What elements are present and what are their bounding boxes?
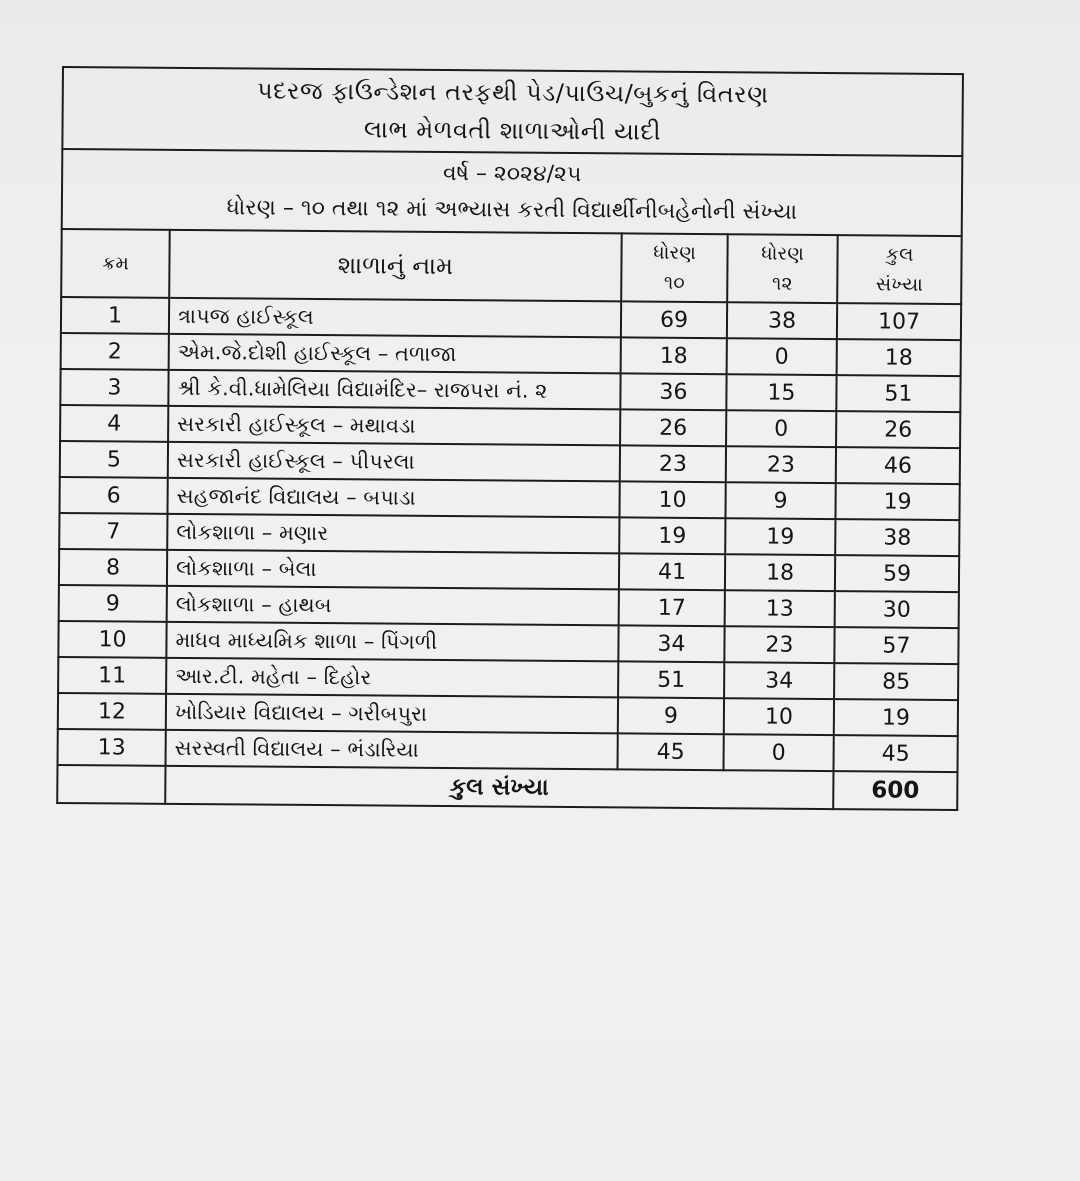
- document-subtitle: લાભ મેળવતી શાળાઓની યાદી: [363, 115, 662, 146]
- serial-header: ક્રમ: [61, 229, 170, 298]
- document-title-block: [62, 67, 963, 156]
- row-serial: 7: [59, 513, 167, 550]
- row-serial: 10: [58, 621, 166, 658]
- row-total-count: 57: [834, 627, 958, 664]
- row-serial: 2: [61, 333, 169, 370]
- row-school-name: આર.ટી. મહેતા – દિહોર: [166, 658, 618, 698]
- row-std12-count: 23: [724, 626, 834, 663]
- row-total-count: 107: [837, 303, 961, 340]
- grand-total-row: [57, 765, 957, 810]
- row-std10-count: 26: [620, 409, 726, 446]
- row-school-name: લોકશાળા – હાથબ: [167, 586, 619, 626]
- row-total-count: 38: [835, 519, 959, 556]
- row-serial: 3: [60, 369, 168, 406]
- row-serial: 13: [58, 729, 166, 766]
- row-school-name: એમ.જે.દોશી હાઈસ્કૂલ – તળાજા: [169, 334, 621, 374]
- row-total-count: 45: [833, 735, 957, 772]
- row-school-name: લોકશાળા – મણાર: [167, 514, 619, 554]
- table-header-row: [61, 229, 962, 304]
- row-school-name: સરકારી હાઈસ્કૂલ – પીપરલા: [168, 442, 620, 482]
- row-std10-count: 69: [621, 301, 727, 338]
- row-total-count: 46: [836, 447, 960, 484]
- total-label: કુલ સંખ્યા: [165, 766, 833, 809]
- row-std12-count: 0: [727, 338, 837, 375]
- row-std12-count: 9: [725, 482, 835, 519]
- row-school-name: ત્રાપજ હાઈસ્કૂલ: [169, 298, 621, 338]
- beneficiary-schools-table: [56, 66, 964, 811]
- total-row-blank: [57, 765, 165, 804]
- row-total-count: 18: [837, 339, 961, 376]
- row-std10-count: 36: [620, 373, 726, 410]
- row-total-count: 19: [834, 699, 958, 736]
- row-school-name: ખોડિયાર વિદ્યાલય – ગરીબપુરા: [166, 694, 618, 734]
- row-total-count: 51: [836, 375, 960, 412]
- row-std12-count: 19: [725, 518, 835, 555]
- row-std10-count: 17: [619, 589, 725, 626]
- row-serial: 11: [58, 657, 166, 694]
- document-title: પદરજ ફાઉન્ડેશન તરફથી પેડ/પાઉચ/બુકનું વિતરણ: [256, 76, 769, 109]
- row-std12-count: 23: [726, 446, 836, 483]
- row-std10-count: 34: [618, 625, 724, 662]
- row-total-count: 59: [835, 555, 959, 592]
- row-std10-count: 51: [618, 661, 724, 698]
- std10-header: ધોરણ ૧૦: [621, 233, 728, 302]
- total-header: કુલ સંખ્યા: [837, 235, 962, 304]
- row-serial: 5: [60, 441, 168, 478]
- row-serial: 9: [59, 585, 167, 622]
- row-serial: 1: [61, 297, 169, 334]
- year-info-block: [62, 149, 963, 236]
- row-std12-count: 0: [726, 410, 836, 447]
- row-std10-count: 45: [617, 733, 723, 770]
- row-school-name: માધવ માધ્યમિક શાળા – પિંગળી: [166, 622, 618, 662]
- school-name-header: શાળાનું નામ: [169, 230, 622, 302]
- row-std12-count: 18: [725, 554, 835, 591]
- row-std10-count: 18: [621, 337, 727, 374]
- row-std12-count: 13: [725, 590, 835, 627]
- row-std10-count: 19: [619, 517, 725, 554]
- row-school-name: સરકારી હાઈસ્કૂલ – મથાવડા: [168, 406, 620, 446]
- year-line: વર્ષ – ૨૦૨૪/૨૫: [442, 160, 582, 188]
- row-total-count: 30: [835, 591, 959, 628]
- row-std10-count: 41: [619, 553, 725, 590]
- row-std10-count: 23: [620, 445, 726, 482]
- standard-info-line: ધોરણ – ૧૦ તથા ૧૨ માં અભ્યાસ કરતી વિદ્યાર્થીનીબહેનોની સંખ્યા: [226, 195, 798, 225]
- row-school-name: સરસ્વતી વિદ્યાલય – ભંડારિયા: [166, 730, 618, 770]
- row-serial: 4: [60, 405, 168, 442]
- row-std12-count: 10: [724, 698, 834, 735]
- row-std10-count: 10: [619, 481, 725, 518]
- row-std12-count: 15: [726, 374, 836, 411]
- row-std12-count: 34: [724, 662, 834, 699]
- row-std10-count: 9: [618, 697, 724, 734]
- row-total-count: 19: [835, 483, 959, 520]
- grand-total-value: 600: [833, 771, 957, 810]
- row-serial: 6: [59, 477, 167, 514]
- row-school-name: લોકશાળા – બેલા: [167, 550, 619, 590]
- row-school-name: શ્રી કે.વી.ધામેલિયા વિદ્યામંદિર– રાજપરા નં. ૨: [168, 370, 620, 410]
- row-total-count: 26: [836, 411, 960, 448]
- row-school-name: સહજાનંદ વિદ્યાલય – બપાડા: [167, 478, 619, 518]
- std12-header: ધોરણ ૧૨: [727, 234, 838, 303]
- row-serial: 8: [59, 549, 167, 586]
- row-std12-count: 0: [723, 734, 833, 771]
- row-total-count: 85: [834, 663, 958, 700]
- row-std12-count: 38: [727, 302, 837, 339]
- row-serial: 12: [58, 693, 166, 730]
